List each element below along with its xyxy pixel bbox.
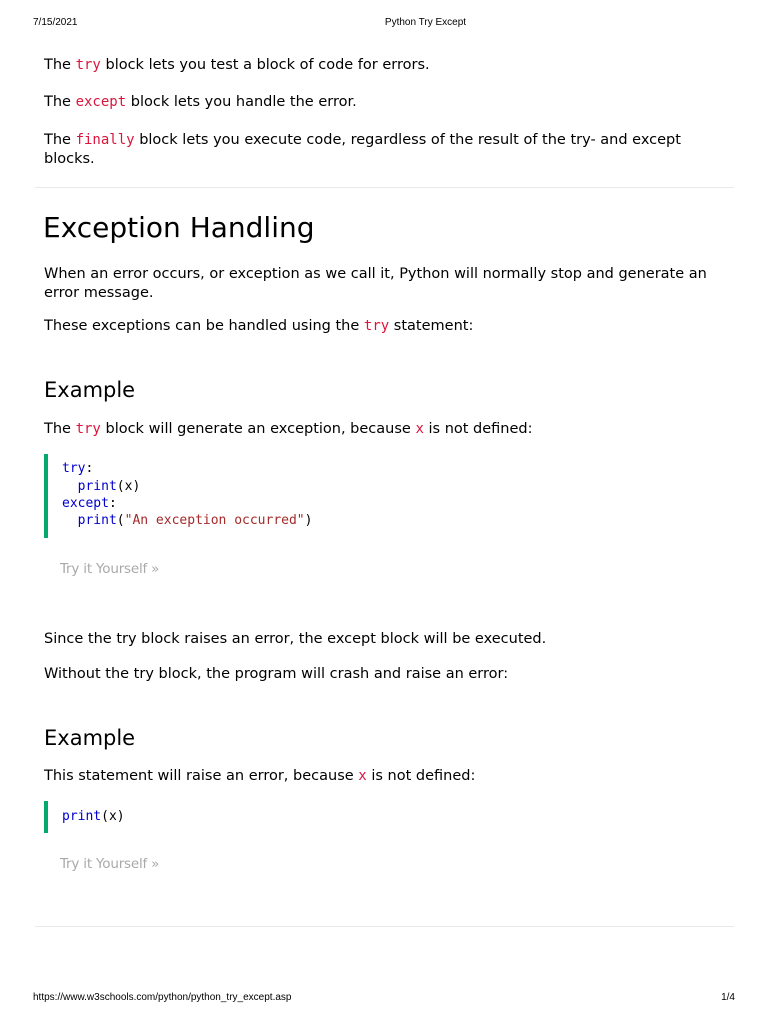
code-keyword-print: print <box>77 479 117 494</box>
handled-using-try-paragraph <box>44 317 473 336</box>
code-paren-close: ) <box>304 513 313 528</box>
print-url: https://www.w3schools.com/python/python_try_except.asp <box>33 992 292 1003</box>
inline-code-try-statement: try <box>363 318 390 334</box>
section-divider <box>35 187 734 188</box>
section-heading: Exception Handling <box>43 211 315 244</box>
code-indent <box>62 479 78 494</box>
inline-code-x-ex1: x <box>415 421 424 437</box>
code-colon: : <box>108 496 117 511</box>
code-line-4 <box>62 512 312 529</box>
ex2-desc-pre: This statement will raise an error, because <box>44 768 359 784</box>
except-description <box>44 93 357 112</box>
inline-code-except: except <box>75 94 127 110</box>
try-desc-post: block lets you test a block of code for errors. <box>100 57 430 73</box>
ex1-desc-pre: The <box>44 421 76 437</box>
ex1-desc-mid: block will generate an exception, because <box>100 421 416 437</box>
example-1-description <box>44 420 533 439</box>
code-line-2 <box>62 478 140 495</box>
code-keyword-except: except <box>62 496 109 511</box>
try-description <box>44 56 430 75</box>
code-colon: : <box>85 461 94 476</box>
code-keyword-print: print <box>62 809 102 824</box>
print-page-number: 1/4 <box>721 992 735 1003</box>
finally-desc-post: block lets you execute code, regardless of the result of the try- and except blocks. <box>44 132 681 167</box>
code-line-3 <box>62 495 117 512</box>
exception-intro-paragraph: When an error occurs, or exception as we call it, Python will normally stop and generate an error message. <box>44 266 707 301</box>
except-desc-post: block lets you handle the error. <box>126 94 357 110</box>
code-line-1 <box>62 460 93 477</box>
inline-code-try-ex1: try <box>75 421 101 437</box>
print-footer <box>0 992 768 1006</box>
example-2-heading: Example <box>44 726 136 750</box>
code-args: (x) <box>116 479 141 494</box>
example-1-heading: Example <box>44 378 136 402</box>
except-executed-paragraph: Since the try block raises an error, the except block will be executed. <box>44 631 547 647</box>
try-it-yourself-link-2[interactable]: Try it Yourself » <box>60 856 160 872</box>
handled-post: statement: <box>389 318 474 334</box>
example-2-description <box>44 767 475 786</box>
finally-description <box>44 131 734 169</box>
ex2-desc-post: is not defined: <box>366 768 476 784</box>
code-example-1 <box>44 454 738 538</box>
code-line-1 <box>62 808 125 825</box>
inline-code-x-ex2: x <box>358 768 367 784</box>
code-keyword-try: try <box>62 461 86 476</box>
ex1-desc-post: is not defined: <box>423 421 533 437</box>
handled-pre: These exceptions can be handled using the <box>44 318 364 334</box>
try-it-yourself-link-1[interactable]: Try it Yourself » <box>60 561 160 577</box>
bottom-divider <box>35 926 734 927</box>
inline-code-finally: finally <box>75 132 135 148</box>
print-date: 7/15/2021 <box>33 17 78 28</box>
print-header <box>0 17 768 31</box>
code-keyword-print: print <box>77 513 117 528</box>
except-desc-pre: The <box>44 94 76 110</box>
code-paren-open: ( <box>116 513 125 528</box>
code-string: "An exception occurred" <box>124 513 305 528</box>
try-desc-pre: The <box>44 57 76 73</box>
inline-code-try: try <box>75 57 101 73</box>
code-args: (x) <box>101 809 125 824</box>
finally-desc-pre: The <box>44 132 76 148</box>
print-title: Python Try Except <box>384 17 467 28</box>
code-example-2 <box>44 801 738 833</box>
program-crash-paragraph: Without the try block, the program will crash and raise an error: <box>44 666 509 682</box>
code-indent <box>62 513 78 528</box>
